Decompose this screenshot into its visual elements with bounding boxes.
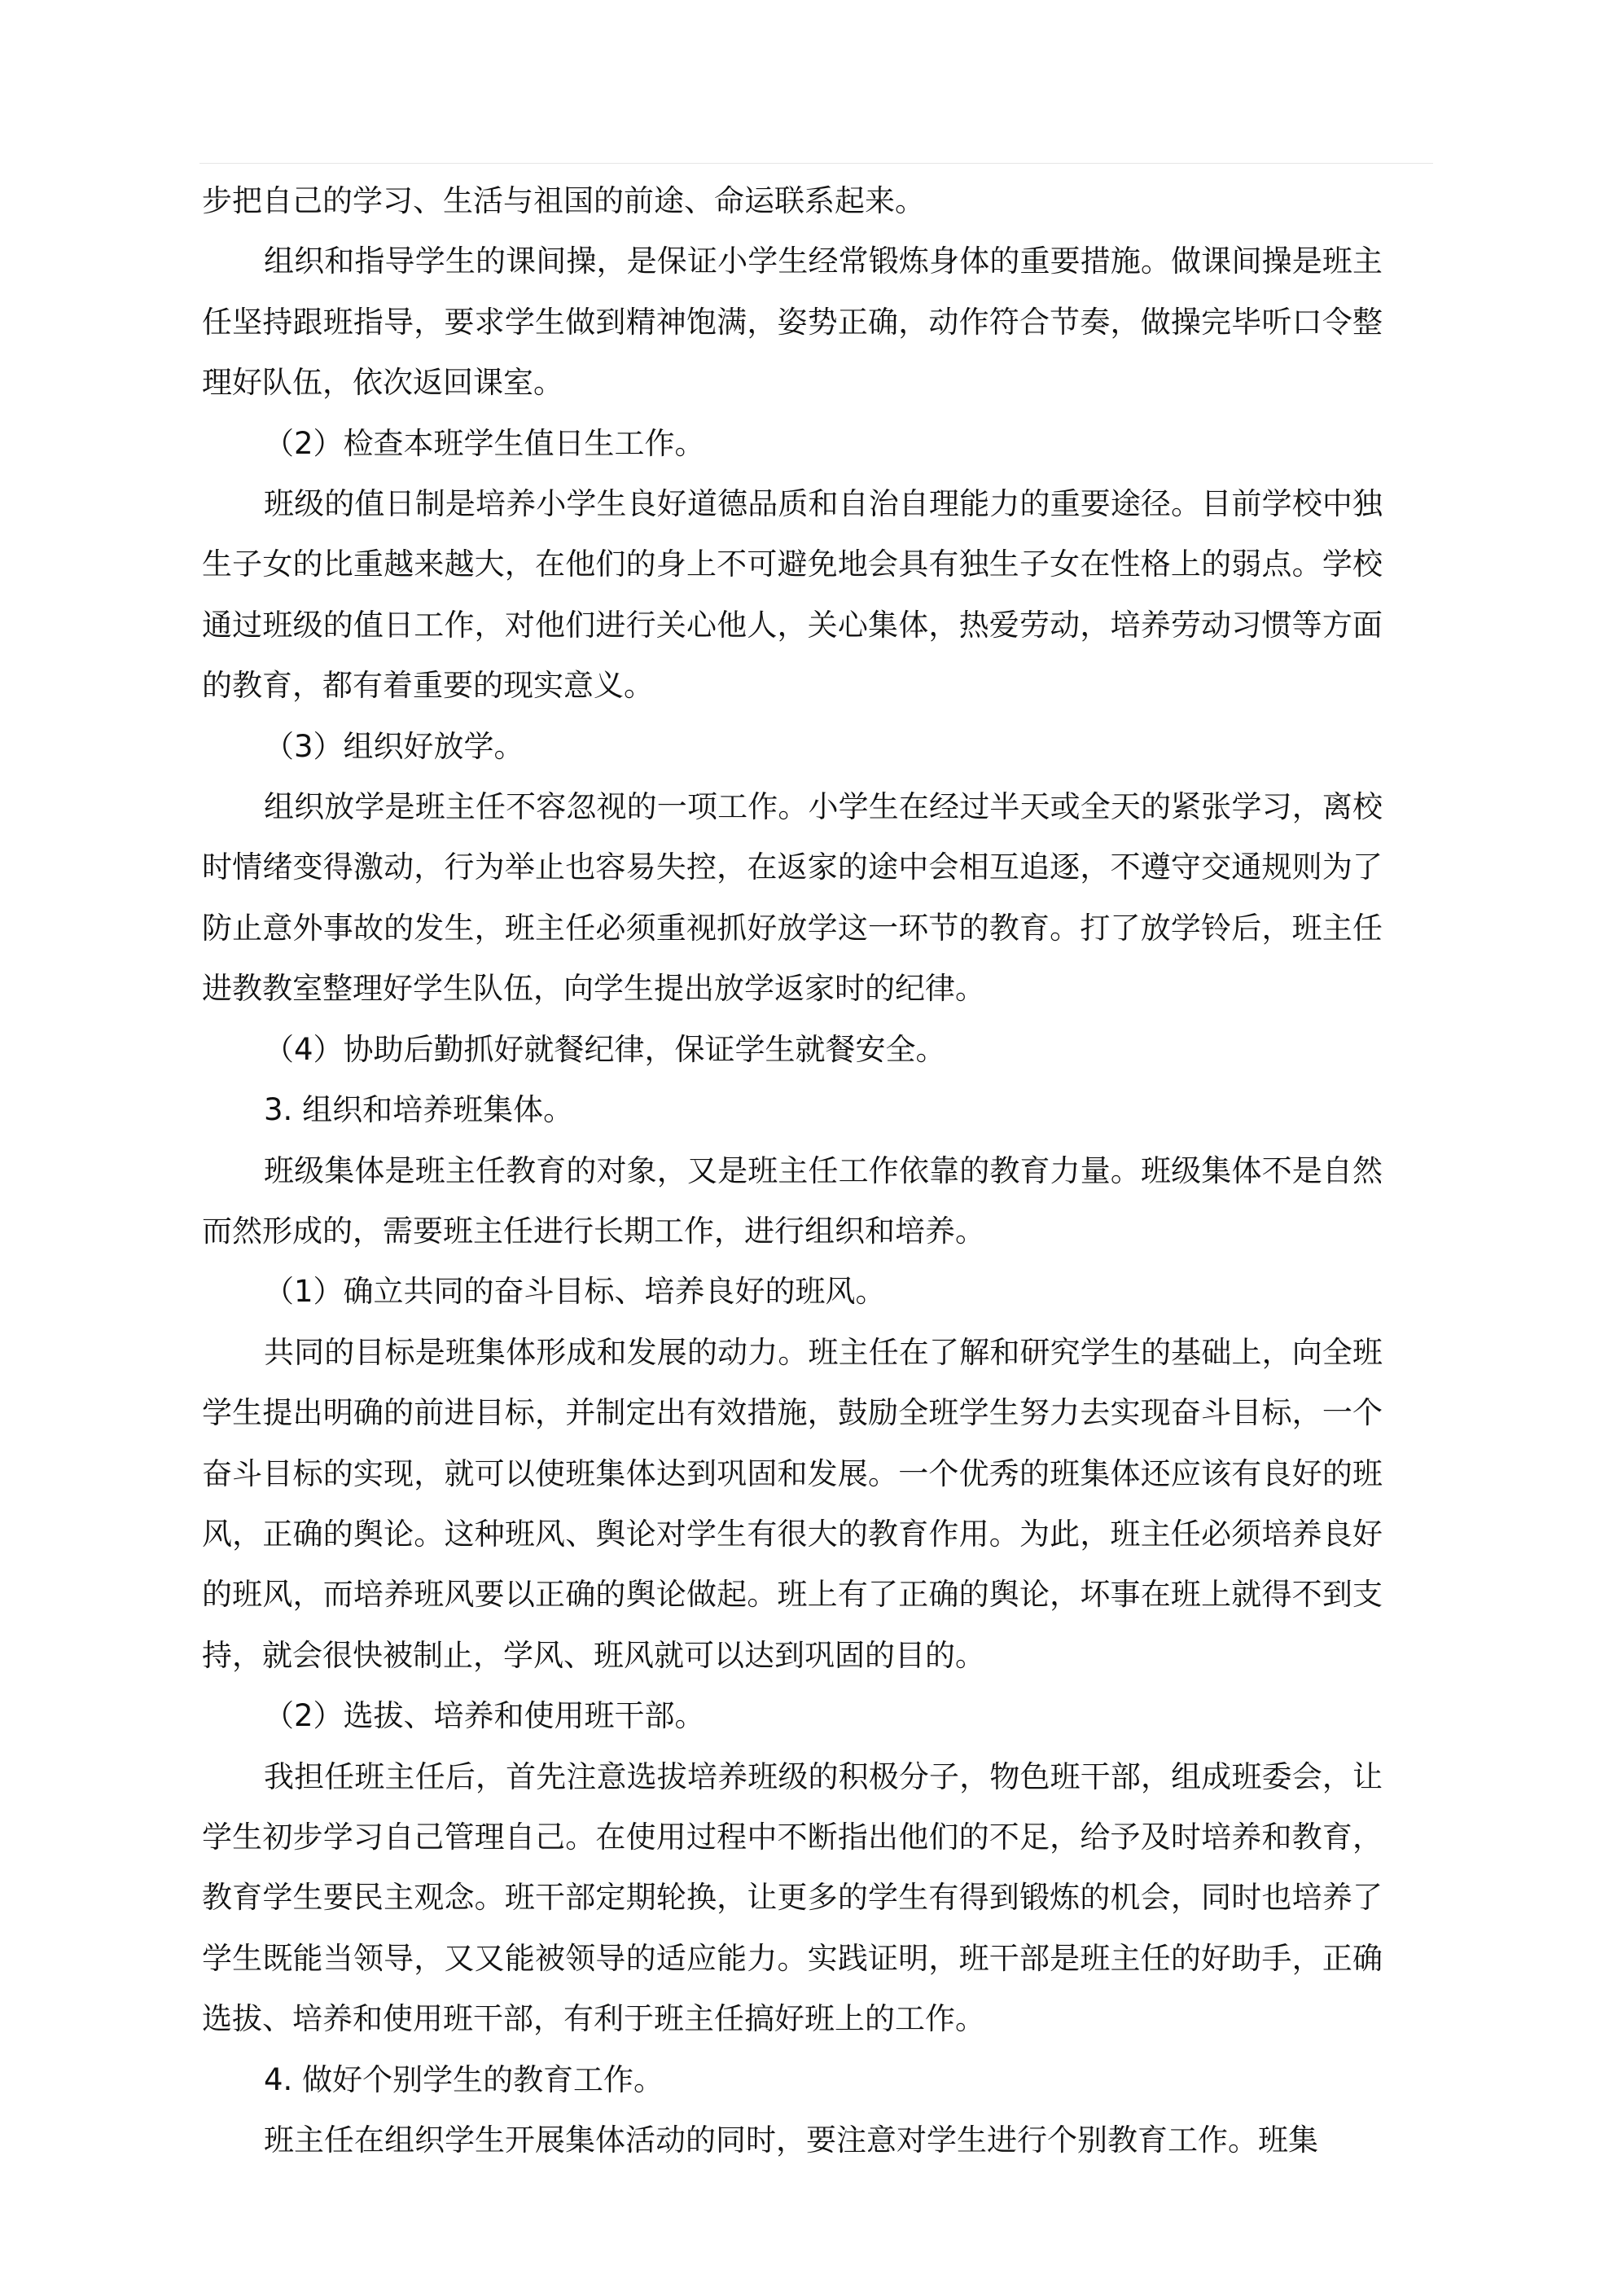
subheading: （4）协助后勤抓好就餐纪律，保证学生就餐安全。 bbox=[264, 1031, 946, 1067]
paragraph: 共同的目标是班集体形成和发展的动力。班主任在了解和研究学生的基础上，向全班学生提出明确的前进目标，并制定出有效措施，鼓励全班学生努力去实现奋斗目标，一个奋斗目标的实现，就可以使班集体达到巩固和发展。一个优秀的班集体还应该有良好的班风，正确的舆论。这种班风、舆论对学生有很大的教育作用。为此，班主任必须培养良好的班风，而培养班风要以正确的舆论做起。班上有了正确的舆论，坏事在班上就得不到支持，就会很快被制止，学风、班风就可以达到巩固的目的。 bbox=[202, 1334, 1383, 1673]
paragraph: 班级的值日制是培养小学生良好道德品质和自治自理能力的重要途径。目前学校中独生子女的比重越来越大，在他们的身上不可避免地会具有独生子女在性格上的弱点。学校通过班级的值日工作，对他们进行关心他人，关心集体，热爱劳动，培养劳动习惯等方面的教育，都有着重要的现实意义。 bbox=[202, 486, 1383, 704]
document-body bbox=[202, 171, 1383, 2171]
section-heading: 4. 做好个别学生的教育工作。 bbox=[264, 2061, 664, 2097]
paragraph: 班主任在组织学生开展集体活动的同时，要注意对学生进行个别教育工作。班集 bbox=[264, 2123, 1318, 2158]
subheading: （3）组织好放学。 bbox=[264, 728, 524, 764]
subheading: （2）选拔、培养和使用班干部。 bbox=[264, 1698, 705, 1734]
subheading: （1）确立共同的奋斗目标、培养良好的班风。 bbox=[264, 1274, 886, 1310]
paragraph: 组织和指导学生的课间操，是保证小学生经常锻炼身体的重要措施。做课间操是班主任坚持跟班指导，要求学生做到精神饱满，姿势正确，动作符合节奏，做操完毕听口令整理好队伍，依次返回课室。 bbox=[202, 244, 1383, 401]
subheading: （2）检查本班学生值日生工作。 bbox=[264, 425, 705, 461]
paragraph: 我担任班主任后，首先注意选拔培养班级的积极分子，物色班干部，组成班委会，让学生初步学习自己管理自己。在使用过程中不断指出他们的不足，给予及时培养和教育，教育学生要民主观念。班干部定期轮换，让更多的学生有得到锻炼的机会，同时也培养了学生既能当领导，又又能被领导的适应能力。实践证明，班干部是班主任的好助手，正确选拔、培养和使用班干部，有利于班主任搞好班上的工作。 bbox=[202, 1758, 1383, 2037]
paragraph: 组织放学是班主任不容忽视的一项工作。小学生在经过半天或全天的紧张学习，离校时情绪变得激动，行为举止也容易失控，在返家的途中会相互追逐，不遵守交通规则为了防止意外事故的发生，班主任必须重视抓好放学这一环节的教育。打了放学铃后，班主任进教教室整理好学生队伍，向学生提出放学返家时的纪律。 bbox=[202, 789, 1383, 1007]
section-heading: 3. 组织和培养班集体。 bbox=[264, 1092, 574, 1128]
paragraph: 班级集体是班主任教育的对象，又是班主任工作依靠的教育力量。班级集体不是自然而然形成的，需要班主任进行长期工作，进行组织和培养。 bbox=[202, 1152, 1383, 1249]
header-divider bbox=[199, 163, 1433, 164]
paragraph: 步把自己的学习、生活与祖国的前途、命运联系起来。 bbox=[202, 183, 925, 218]
